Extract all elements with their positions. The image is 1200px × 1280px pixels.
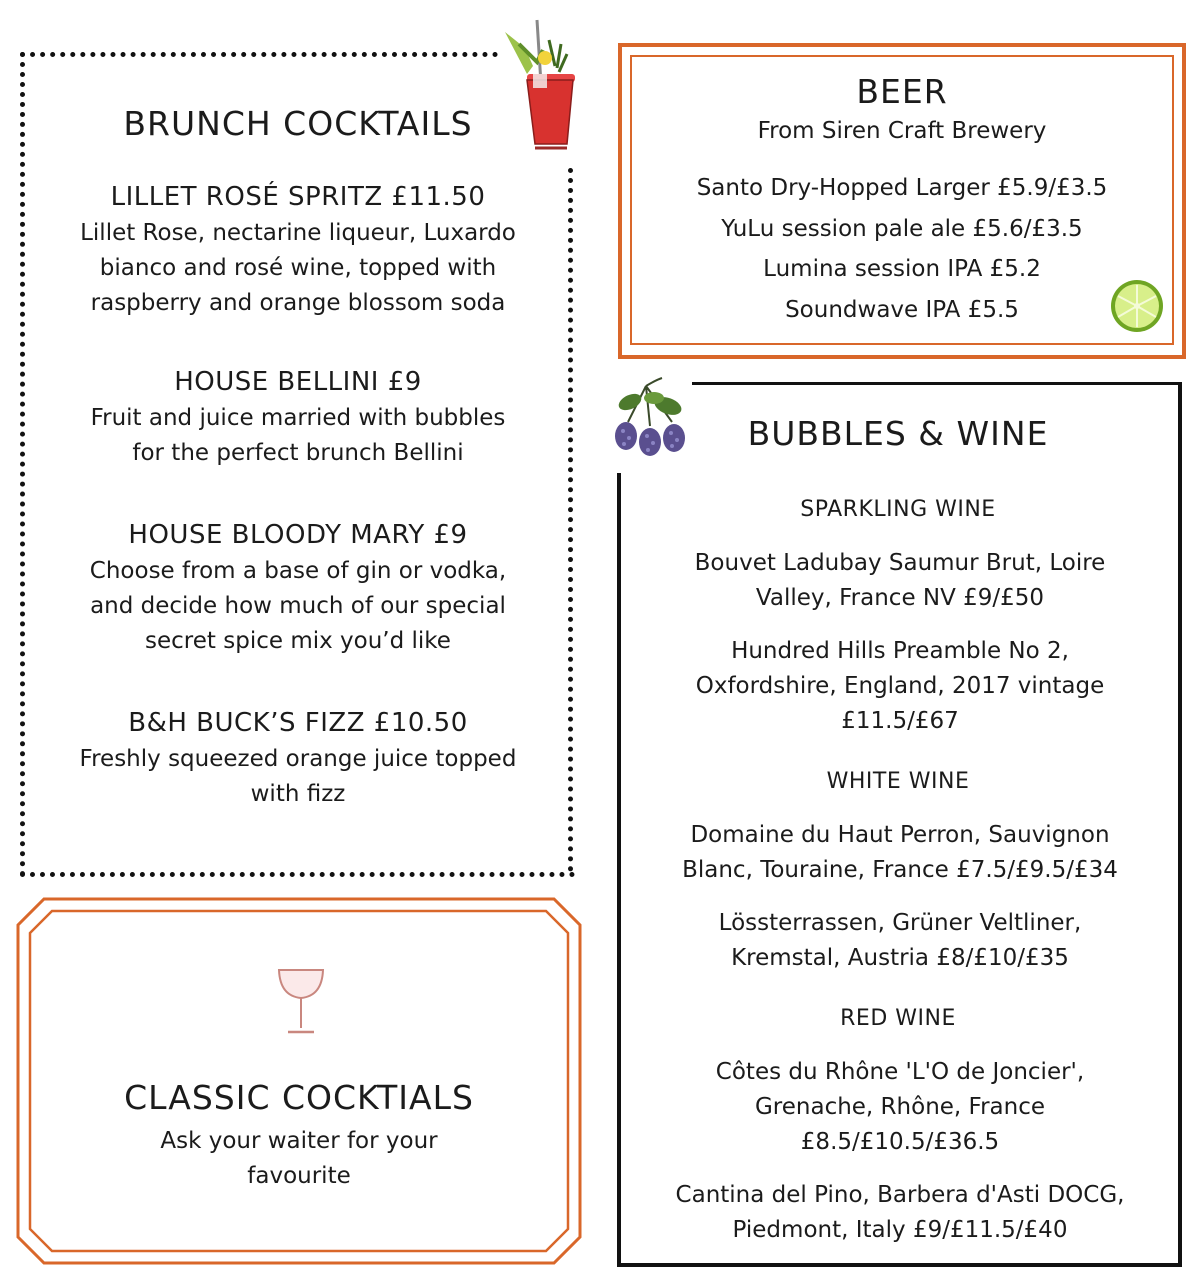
brunch-item-desc: for the perfect brunch Bellini bbox=[132, 440, 464, 466]
wine-item-line: £8.5/£10.5/£36.5 bbox=[800, 1129, 1000, 1155]
beer-list bbox=[618, 168, 1186, 330]
wine-item bbox=[620, 1055, 1180, 1160]
beer-item: Santo Dry-Hopped Larger £5.9/£3.5 bbox=[696, 175, 1108, 201]
beer-subtitle: From Siren Craft Brewery bbox=[757, 118, 1047, 144]
wine-title: BUBBLES & WINE bbox=[747, 414, 1049, 453]
wine-item-line: Piedmont, Italy £9/£11.5/£40 bbox=[732, 1217, 1068, 1243]
wine-item-line: Bouvet Ladubay Saumur Brut, Loire bbox=[694, 550, 1106, 576]
wine-item-line: Côtes du Rhône 'L'O de Joncier', bbox=[715, 1059, 1085, 1085]
beer-item: Soundwave IPA £5.5 bbox=[785, 296, 1019, 323]
brunch-item-desc: Freshly squeezed orange juice topped bbox=[79, 746, 517, 772]
wine-item-line: Blanc, Touraine, France £7.5/£9.5/£34 bbox=[682, 857, 1118, 883]
wine-item-line: Lössterrassen, Grüner Veltliner, bbox=[718, 910, 1082, 936]
brunch-border-top bbox=[20, 52, 498, 57]
brunch-item-desc: Fruit and juice married with bubbles bbox=[90, 405, 506, 431]
brunch-item-desc: Lillet Rose, nectarine liqueur, Luxardo bbox=[80, 220, 516, 246]
classic-desc-line: Ask your waiter for your bbox=[160, 1128, 438, 1154]
brunch-item-desc: bianco and rosé wine, topped with bbox=[99, 255, 497, 281]
classic-title: CLASSIC COCKTIALS bbox=[124, 1078, 474, 1117]
brunch-item bbox=[20, 182, 576, 321]
wine-item bbox=[620, 818, 1180, 888]
brunch-item-desc: and decide how much of our special bbox=[90, 593, 506, 619]
wine-item-line: Grenache, Rhône, France bbox=[754, 1094, 1046, 1120]
sparkling-heading: SPARKLING WINE bbox=[800, 497, 996, 522]
brunch-item-desc: Choose from a base of gin or vodka, bbox=[89, 558, 507, 584]
brunch-item-name: B&H BUCK’S FIZZ £10.50 bbox=[128, 708, 468, 738]
beer-title: BEER bbox=[856, 72, 948, 111]
wine-item-line: Cantina del Pino, Barbera d'Asti DOCG, bbox=[675, 1182, 1125, 1208]
beer-item: YuLu session pale ale £5.6/£3.5 bbox=[721, 215, 1083, 242]
brunch-item-name: HOUSE BELLINI £9 bbox=[174, 367, 422, 397]
wine-item-line: Kremstal, Austria £8/£10/£35 bbox=[731, 945, 1069, 971]
wine-item-line: Domaine du Haut Perron, Sauvignon bbox=[690, 822, 1110, 848]
wine-item-line: Valley, France NV £9/£50 bbox=[755, 585, 1045, 611]
brunch-item-desc: raspberry and orange blossom soda bbox=[90, 290, 506, 316]
wine-item bbox=[620, 1178, 1180, 1248]
coupe-glass-icon bbox=[276, 966, 326, 1038]
brunch-title: BRUNCH COCKTAILS bbox=[123, 104, 473, 143]
brunch-item bbox=[20, 520, 576, 659]
brunch-item-desc: with fizz bbox=[250, 781, 346, 807]
brunch-item-name: LILLET ROSÉ SPRITZ £11.50 bbox=[110, 182, 486, 212]
wine-item-line: £11.5/£67 bbox=[841, 708, 959, 734]
brunch-item-name: HOUSE BLOODY MARY £9 bbox=[128, 520, 468, 550]
classic-desc-line: favourite bbox=[247, 1163, 351, 1189]
wine-item bbox=[620, 906, 1180, 976]
white-heading: WHITE WINE bbox=[826, 769, 970, 794]
wine-border-top bbox=[692, 382, 1182, 385]
classic-description bbox=[16, 1124, 582, 1194]
red-heading: RED WINE bbox=[840, 1006, 956, 1031]
wine-border-bottom bbox=[617, 1263, 1182, 1267]
wine-item bbox=[620, 634, 1180, 739]
wine-item-line: Oxfordshire, England, 2017 vintage bbox=[695, 673, 1105, 699]
brunch-item bbox=[20, 367, 576, 471]
lime-slice-icon bbox=[1108, 279, 1166, 333]
wine-item bbox=[620, 546, 1180, 616]
wine-item-line: Hundred Hills Preamble No 2, bbox=[731, 638, 1069, 664]
brunch-item bbox=[20, 708, 576, 812]
beer-item: Lumina session IPA £5.2 bbox=[763, 256, 1041, 282]
brunch-item-desc: secret spice mix you’d like bbox=[145, 628, 451, 654]
